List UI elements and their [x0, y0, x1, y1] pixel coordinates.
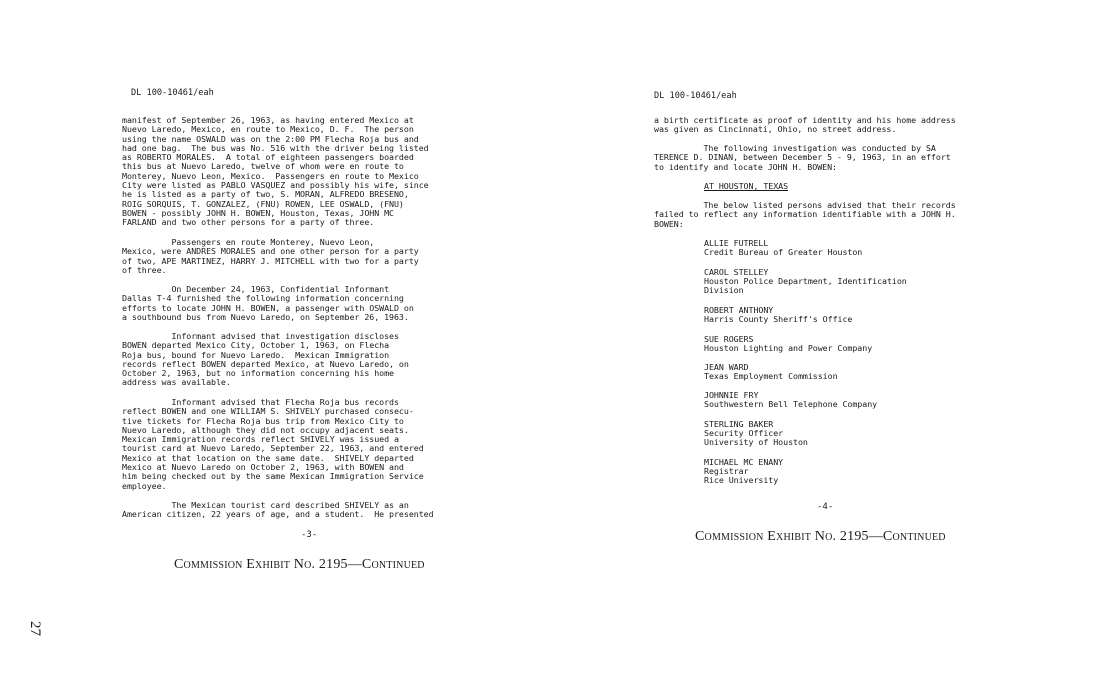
left-page-number: -3- [301, 530, 318, 540]
right-paragraph-1: a birth certificate as proof of identity and his home address was given as Cincinnati, Ohio, no street address. [654, 115, 956, 135]
left-paragraph-3: On December 24, 1963, Confidential Informant Dallas T-4 furnished the following information concerning efforts to locate JOHN H. BOWEN, a passenger with OSWALD on a southbound bus from Nuevo Laredo, on September 26, 1963. [122, 284, 414, 322]
contact-name: ROBERT ANTHONY [704, 305, 774, 315]
right-exhibit-caption: Commission Exhibit No. 2195—Continued [695, 529, 946, 544]
right-page-header: DL 100-10461/eah [654, 91, 737, 101]
left-paragraph-6: The Mexican tourist card described SHIVELY as an American citizen, 22 years of age, and a student. He presented [122, 500, 434, 520]
contact-details: Texas Employment Commission [704, 371, 838, 381]
contact-details: Credit Bureau of Greater Houston [704, 247, 863, 257]
left-paragraph-2: Passengers en route Monterey, Nuevo Leon, Mexico, were ANDRES MORALES and one other person for a party of two, APE MARTINEZ, HARRY J. MITCHELL with two for a party of three. [122, 237, 419, 275]
contact-details: Southwestern Bell Telephone Company [704, 399, 878, 409]
contact-details: Harris County Sheriff's Office [704, 314, 853, 324]
contact-details: Houston Police Department, Identification Division [704, 276, 907, 296]
contact-name: JOHNNIE FRY [704, 390, 759, 400]
contact-details: Security Officer University of Houston [704, 428, 808, 448]
contact-name: STERLING BAKER [704, 419, 774, 429]
section-intro: The below listed persons advised that their records failed to reflect any information identifiable with a JOHN H. BOWEN: [654, 200, 956, 229]
contact-name: MICHAEL MC ENANY [704, 457, 784, 467]
contact-details: Houston Lighting and Power Company [704, 343, 873, 353]
right-page-number: -4- [817, 502, 834, 512]
side-page-number: 27 [27, 621, 43, 636]
contact-details: Registrar Rice University [704, 466, 779, 486]
left-paragraph-5: Informant advised that Flecha Roja bus records reflect BOWEN and one WILLIAM S. SHIVELY purchased consecu- tive tickets for Flecha Roja bus trip from Mexico City to Nuevo Laredo, although they did not occupy adjacent seats. Mexican Immigration records reflect SHIVELY was issued a tourist card at Nuevo Laredo, September 22, 1963, and entered Mexico at that location on the same date. SHIVELY departed Mexico at Nuevo Laredo on October 2, 1963, with BOWEN and him being checked out by the same Mexican Immigration Service employee. [122, 397, 424, 491]
contact-name: ALLIE FUTRELL [704, 238, 769, 248]
left-paragraph-4: Informant advised that investigation discloses BOWEN departed Mexico City, October 1, 1963, on Flecha Roja bus, bound for Nuevo Laredo. Mexican Immigration records reflect BOWEN departed Mexico, at Nuevo Laredo, on October 2, 1963, but no information concerning his home address was available. [122, 331, 409, 388]
left-page-header: DL 100-10461/eah [131, 88, 214, 98]
section-heading: AT HOUSTON, TEXAS [704, 181, 789, 191]
contact-name: CAROL STELLEY [704, 267, 769, 277]
contact-name: JEAN WARD [704, 362, 749, 372]
left-paragraph-1: manifest of September 26, 1963, as having entered Mexico at Nuevo Laredo, Mexico, en route to Mexico, D. F. The person using the name OSWALD was on the 2:00 PM Flecha Roja bus and had one bag. The bus was No. 516 with the driver being listed as ROBERTO MORALES. A total of eighteen passengers boarded this bus at Nuevo Laredo, twelve of whom were en route to Monterey, Nuevo Leon, Mexico. Passengers en route to Mexico City were listed as PABLO VASQUEZ and possibly his wife, since he is listed as a party of two, S. MORAN, ALFREDO BRESENO, ROIG SORQUIS, T. GONZALEZ, (FNU) ROWEN, LEE OSWALD, (FNU) BOWEN - possibly JOHN H. BOWEN, Houston, Texas, JOHN MC FARLAND and two other persons for a party of three. [122, 115, 429, 228]
contact-name: SUE ROGERS [704, 334, 754, 344]
right-paragraph-2: The following investigation was conducted by SA TERENCE D. DINAN, between December 5 - 9, 1963, in an effort to identify and locate JOHN H. BOWEN: [654, 143, 951, 172]
left-exhibit-caption: Commission Exhibit No. 2195—Continued [174, 557, 425, 572]
